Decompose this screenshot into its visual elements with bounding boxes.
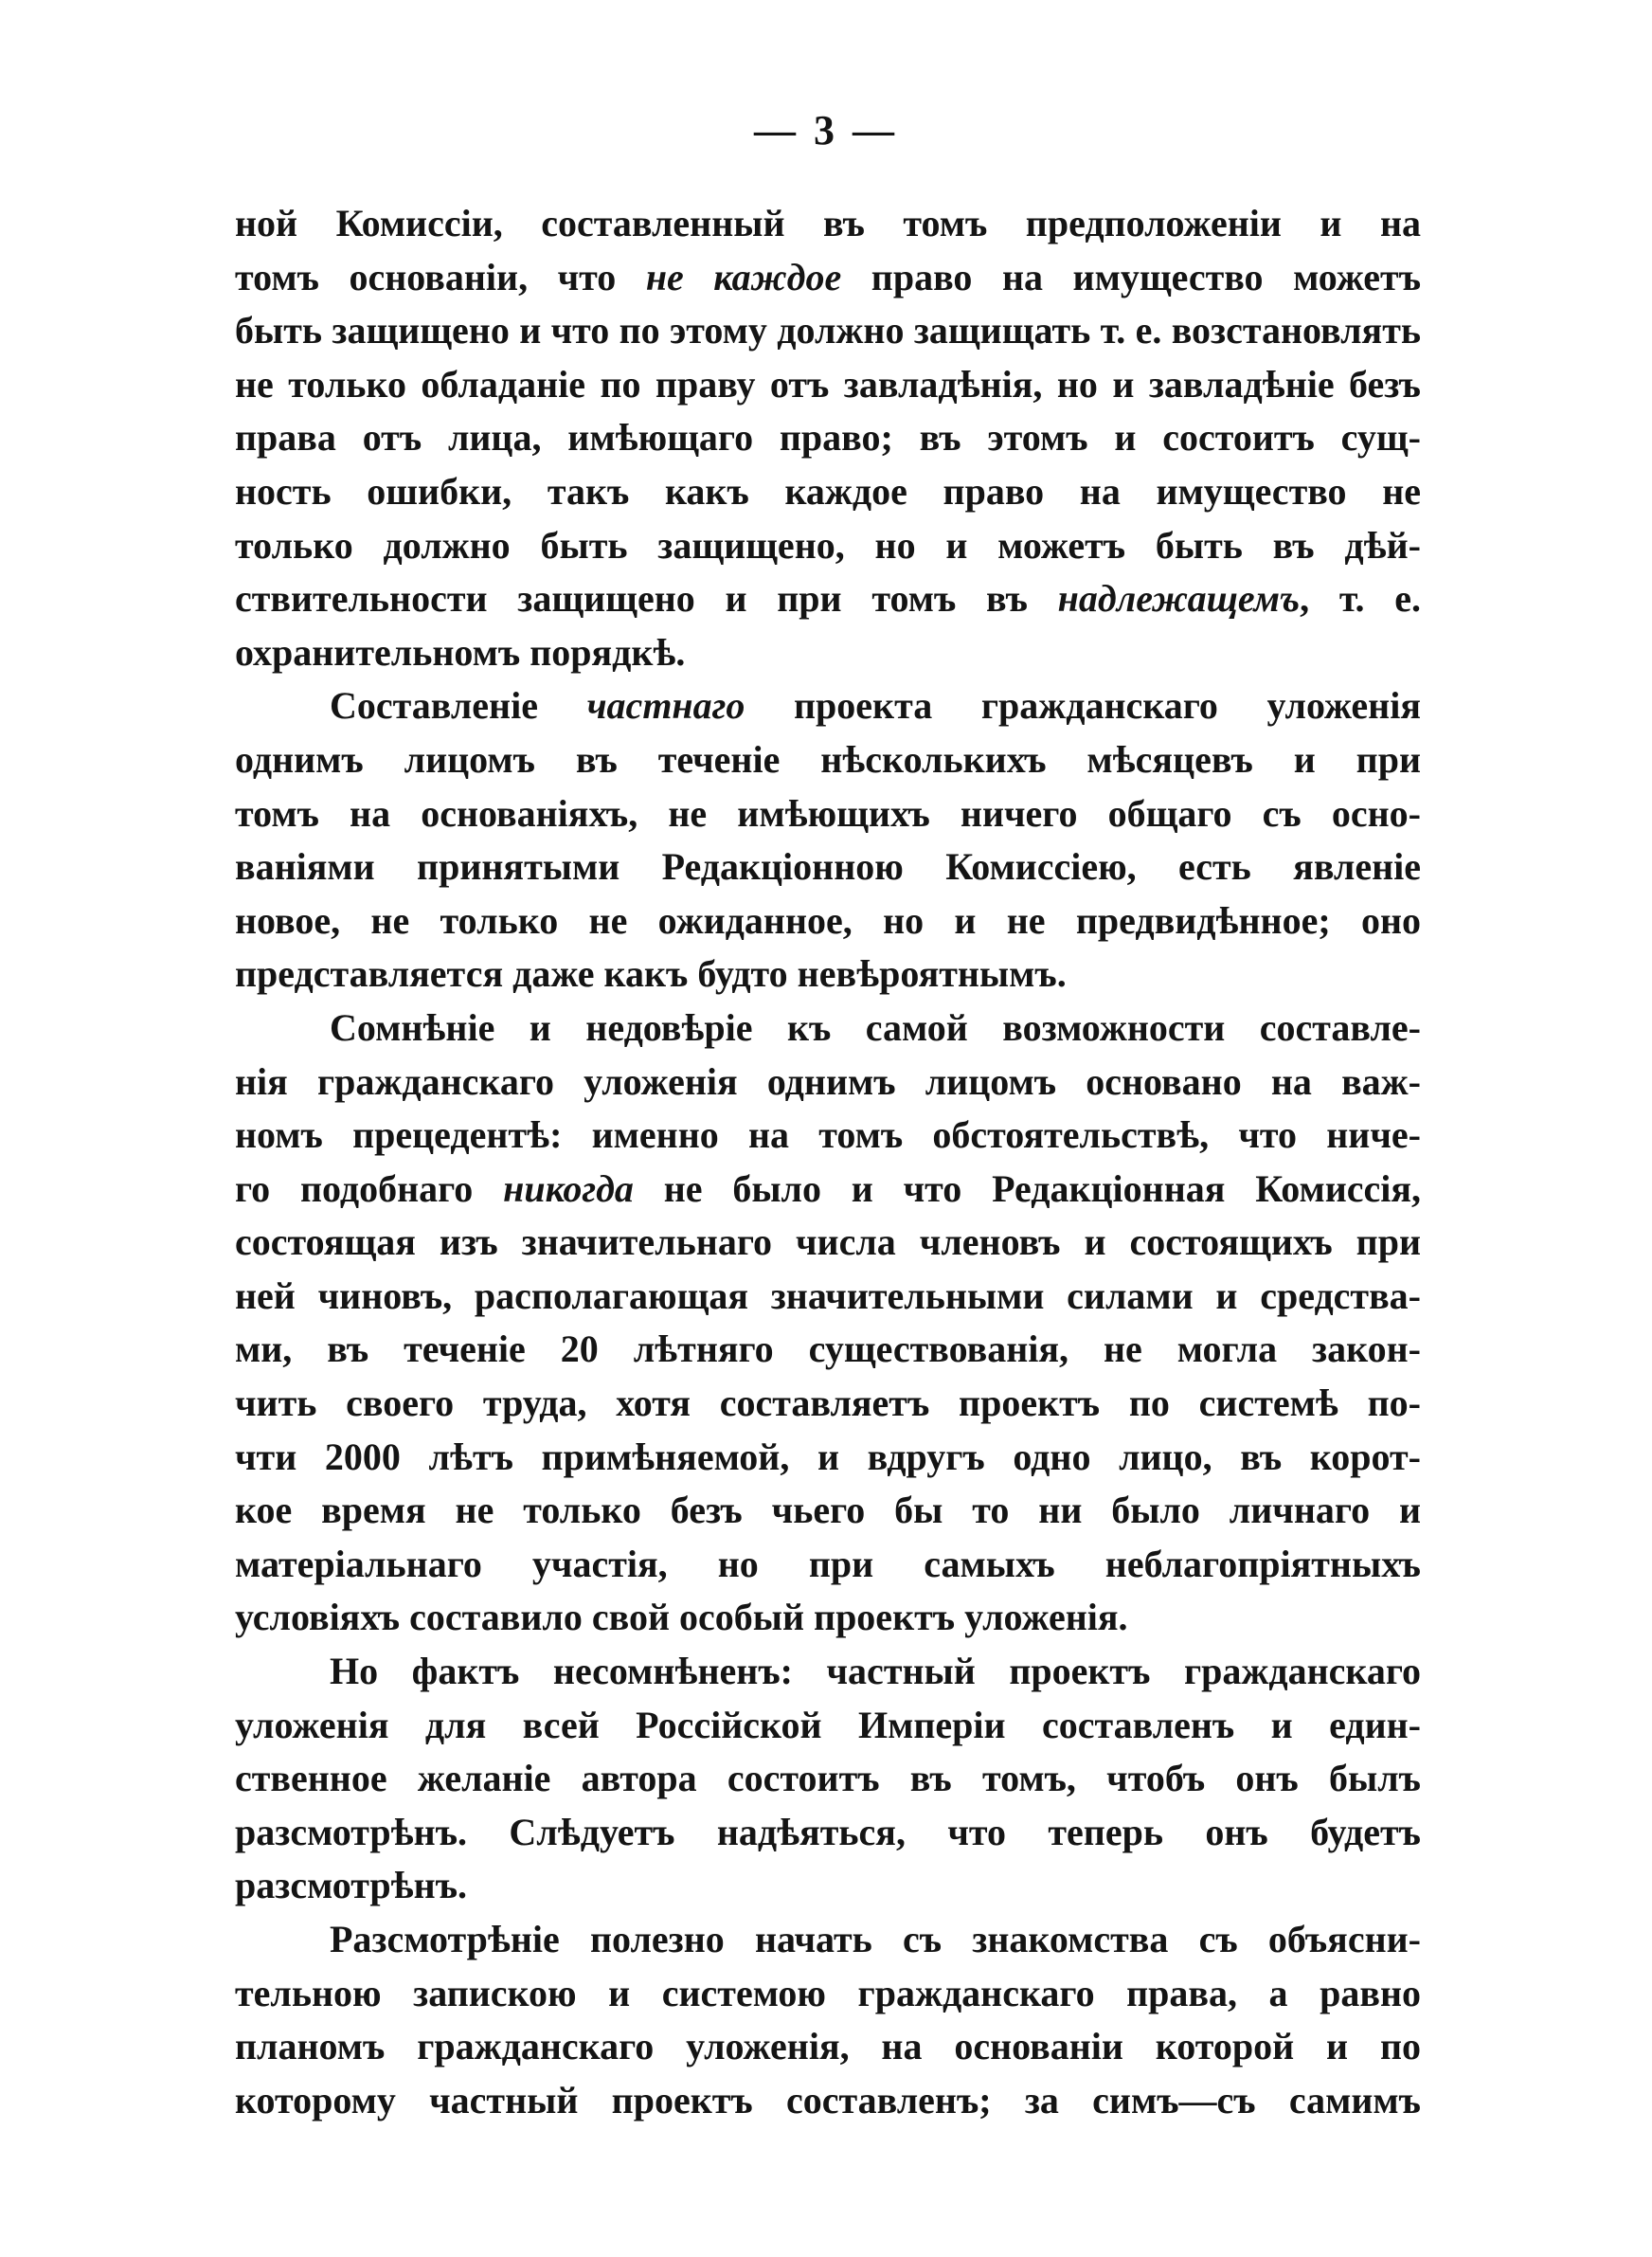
line-segment: го подобнаго [235,1166,504,1210]
emphasized-text: не каждое [645,255,842,298]
line-segment: однимъ лицомъ въ теченіе нѣсколькихъ мѣсяцевъ и при [235,737,1421,781]
text-line [235,572,1421,626]
text-line [235,411,1421,465]
text-line [235,304,1421,358]
text-line [235,1859,1421,1913]
text-line [235,1538,1421,1592]
line-segment: которому частный проектъ составленъ; за симъ—съ самимъ [235,2078,1421,2122]
text-line [235,1056,1421,1110]
line-segment: ваніями принятыми Редакціонною Комиссіею, есть явленіе [235,845,1421,889]
paragraph [235,1913,1421,2127]
line-segment: нія гражданскаго уложенія однимъ лицомъ основано на важ- [235,1059,1421,1103]
line-segment: кое время не только безъ чьего бы то ни было личнаго и [235,1489,1421,1532]
line-segment: только должно быть защищено, но и можетъ быть въ дѣй- [235,523,1421,567]
text-line [235,1002,1421,1056]
text-line [235,2074,1421,2128]
line-segment: проекта гражданскаго уложенія [745,684,1421,728]
line-segment: Но фактъ несомнѣненъ: частный проектъ гражданскаго [330,1650,1421,1693]
line-segment: Сомнѣніе и недовѣріе къ самой возможности составле- [330,1005,1421,1049]
paragraph [235,679,1421,1002]
line-segment: ственное желаніе автора состоитъ въ томъ, чтобъ онъ былъ [235,1757,1421,1800]
text-line [235,626,1421,680]
line-segment: томъ основаніи, что [235,255,646,298]
line-segment: новое, не только не ожиданное, но и не предвидѣнное; оно [235,898,1421,942]
paragraph [235,1002,1421,1645]
text-line [235,787,1421,841]
line-segment: тельною запискою и системою гражданскаго права, а равно [235,1971,1421,2014]
line-segment: , т. е. [1300,577,1421,621]
line-segment: состоящая изъ значительнаго числа членовъ и состоящихъ при [235,1220,1421,1264]
line-segment: не только обладаніе по праву отъ завладѣнія, но и завладѣніе безъ [235,362,1421,406]
text-line [235,1806,1421,1860]
text-line [235,1216,1421,1270]
text-line [235,197,1421,251]
line-segment: номъ прецедентѣ: именно на томъ обстоятельствѣ, что ниче- [235,1113,1421,1157]
emphasized-text: никогда [503,1166,634,1210]
line-segment: охранительномъ порядкѣ. [235,630,686,674]
line-segment: не было и что Редакціонная Комиссія, [633,1166,1421,1210]
line-segment: Разсмотрѣніе полезно начать съ знакомства съ объясни- [330,1918,1421,1960]
line-segment: уложенія для всей Россійской Имперіи составленъ и един- [235,1703,1421,1746]
text-line [235,1270,1421,1324]
text-line [235,1163,1421,1217]
text-line [235,251,1421,305]
text-line [235,733,1421,787]
text-line [235,840,1421,894]
text-line [235,465,1421,519]
text-line [235,1591,1421,1645]
body-text [235,197,1421,2127]
line-segment: быть защищено и что по этому должно защищать т. е. возстановлять [235,309,1421,352]
line-segment: условіяхъ составило свой особый проектъ уложенія. [235,1596,1128,1639]
text-line [235,894,1421,948]
line-segment: ной Комиссіи, составленный въ томъ предположеніи и на [235,202,1421,244]
text-line [235,1645,1421,1699]
text-line [235,1431,1421,1485]
line-segment: томъ на основаніяхъ, не имѣющихъ ничего общаго съ осно- [235,791,1421,835]
line-segment: чить своего труда, хотя составляетъ проектъ по системѣ по- [235,1381,1421,1425]
line-segment: планомъ гражданскаго уложенія, на основаніи которой и по [235,2025,1421,2068]
page-number: — 3 — [754,107,898,153]
line-segment: ность ошибки, такъ какъ каждое право на имущество не [235,469,1421,513]
line-segment: Составленіе [330,684,587,728]
line-segment: ми, въ теченіе 20 лѣтняго существованія, не могла закон- [235,1327,1421,1371]
text-line [235,358,1421,412]
paragraph [235,1645,1421,1913]
line-segment: право на имущество можетъ [841,255,1421,298]
text-line [235,1913,1421,1967]
line-segment: разсмотрѣнъ. [235,1864,468,1907]
line-segment: права отъ лица, имѣющаго право; въ этомъ и состоитъ сущ- [235,416,1421,460]
line-segment: матеріальнаго участія, но при самыхъ неблагопріятныхъ [235,1542,1421,1585]
text-line [235,1699,1421,1753]
paragraph [235,197,1421,679]
text-line [235,1109,1421,1163]
emphasized-text: частнаго [586,684,745,728]
line-segment: чти 2000 лѣтъ примѣняемой, и вдругъ одно лицо, въ корот- [235,1435,1421,1478]
text-line [235,519,1421,573]
text-line [235,1377,1421,1431]
emphasized-text: надлежащемъ [1057,577,1301,621]
text-line [235,1967,1421,2021]
text-line [235,948,1421,1002]
line-segment: ствительности защищено и при томъ въ [235,577,1058,621]
line-segment: представляется даже какъ будто невѣроятнымъ. [235,952,1067,996]
line-segment: разсмотрѣнъ. Слѣдуетъ надѣяться, что теперь онъ будетъ [235,1810,1421,1853]
line-segment: ней чиновъ, располагающая значительными силами и средства- [235,1273,1421,1317]
text-line [235,1323,1421,1377]
text-line [235,1752,1421,1806]
text-line [235,2020,1421,2074]
text-line [235,1484,1421,1538]
text-line [235,679,1421,733]
